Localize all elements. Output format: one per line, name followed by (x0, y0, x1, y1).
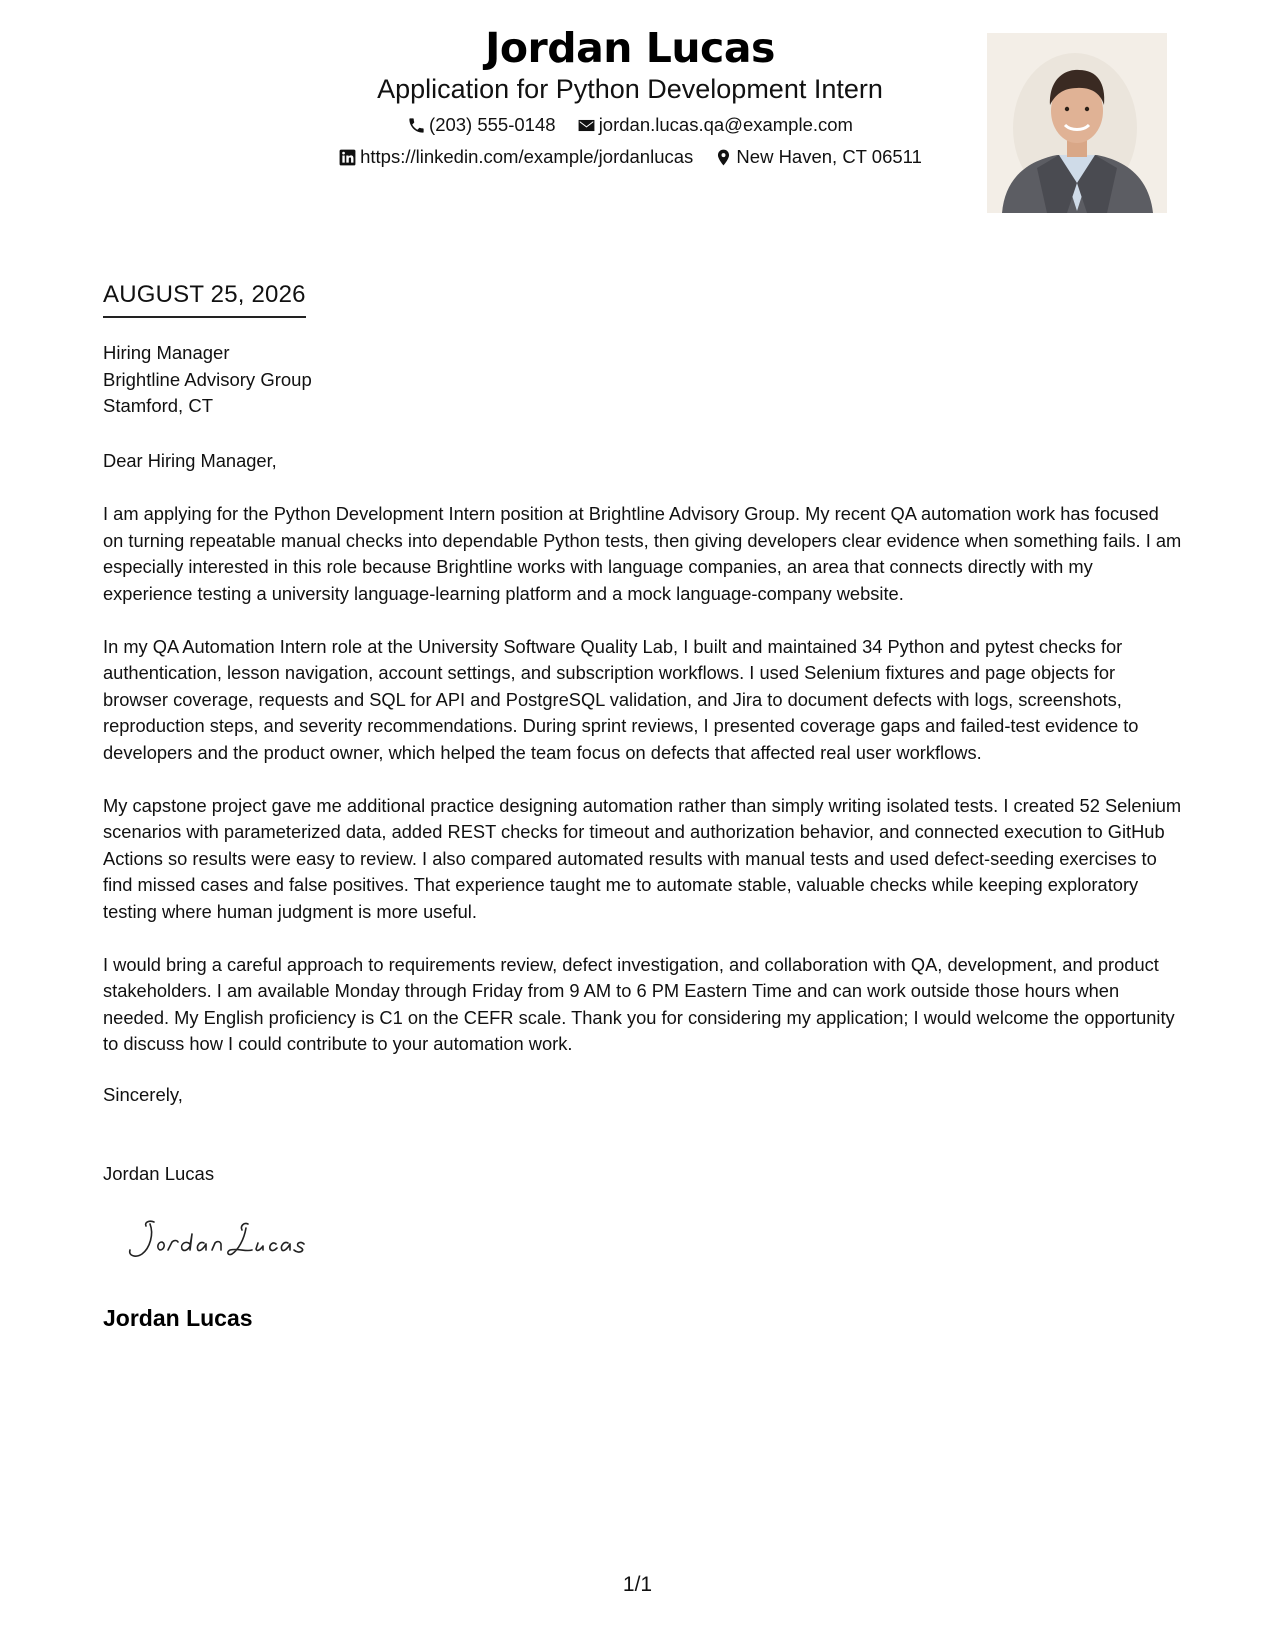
body-paragraph: I am applying for the Python Development Intern position at Brightline Advisory Group. My recent QA automation work has focused on turning repeatable manual checks into dependable Python tests, then giving developers clear evidence when something fails. I am especially interested in this role because Brightline works with language companies, an area that connects directly with my experience testing a university language-learning platform and a mock language-company website. (103, 503, 1182, 604)
email-text: jordan.lucas.qa@example.com (598, 114, 853, 135)
letter-date: AUGUST 25, 2026 (103, 280, 306, 318)
phone-contact[interactable] (407, 113, 556, 137)
linkedin-text: https://linkedin.com/example/jordanlucas (360, 146, 694, 167)
recipient-title: Hiring Manager (103, 342, 230, 363)
body-paragraph: My capstone project gave me additional practice designing automation rather than simply writing isolated tests. I created 52 Selenium scenarios with parameterized data, added REST checks for timeout and authorization behavior, and connected execution to GitHub Actions so results were easy to review. I also compared automated results with manual tests and used defect-seeding exercises to find missed cases and false positives. That experience taught me to automate stable, valuable checks while keeping exploratory testing where human judgment is more useful. (103, 794, 1182, 922)
body-paragraph: I would bring a careful approach to requirements review, defect investigation, and collaboration with QA, development, and product stakeholders. I am available Monday through Friday from 9 AM to 6 PM Eastern Time and can work outside those hours when needed. My English proficiency is C1 on the CEFR scale. Thank you for considering my application; I would welcome the opportunity to discuss how I could contribute to your automation work. (103, 953, 1175, 1054)
phone-text: (203) 555-0148 (429, 114, 556, 135)
closing: Sincerely, (103, 1084, 183, 1105)
page-number: 1/1 (622, 1573, 653, 1596)
letter-body (103, 448, 1183, 1084)
profile-photo (987, 33, 1167, 213)
envelope-icon (577, 116, 596, 135)
recipient-company: Brightline Advisory Group (103, 368, 312, 390)
application-subtitle: Application for Python Development Intern (377, 74, 883, 104)
typed-name: Jordan Lucas (103, 1163, 215, 1184)
email-contact[interactable] (577, 113, 853, 137)
recipient-location: Stamford, CT (103, 395, 213, 416)
body-paragraph: In my QA Automation Intern role at the University Software Quality Lab, I built and maintained 34 Python and pytest checks for authentication, lesson navigation, account settings, and subscription workflows. I used Selenium fixtures and page objects for browser coverage, requests and SQL for API and PostgreSQL validation, and Jira to document defects with logs, screenshots, reproduction steps, and severity recommendations. During sprint reviews, I presented coverage gaps and failed-test evidence to developers and the product owner, which helped the team focus on defects that affected real user workflows. (103, 635, 1139, 763)
recipient-block (103, 340, 312, 420)
signature-name: Jordan Lucas (103, 1305, 253, 1331)
phone-icon (407, 116, 426, 135)
applicant-name: Jordan Lucas (485, 24, 775, 72)
linkedin-icon (338, 148, 357, 167)
handwritten-signature (120, 1210, 360, 1270)
location-text: New Haven, CT 06511 (736, 146, 922, 167)
linkedin-contact[interactable] (338, 145, 693, 169)
map-pin-icon (714, 148, 733, 167)
location-contact (714, 145, 921, 169)
salutation: Dear Hiring Manager, (103, 450, 277, 471)
